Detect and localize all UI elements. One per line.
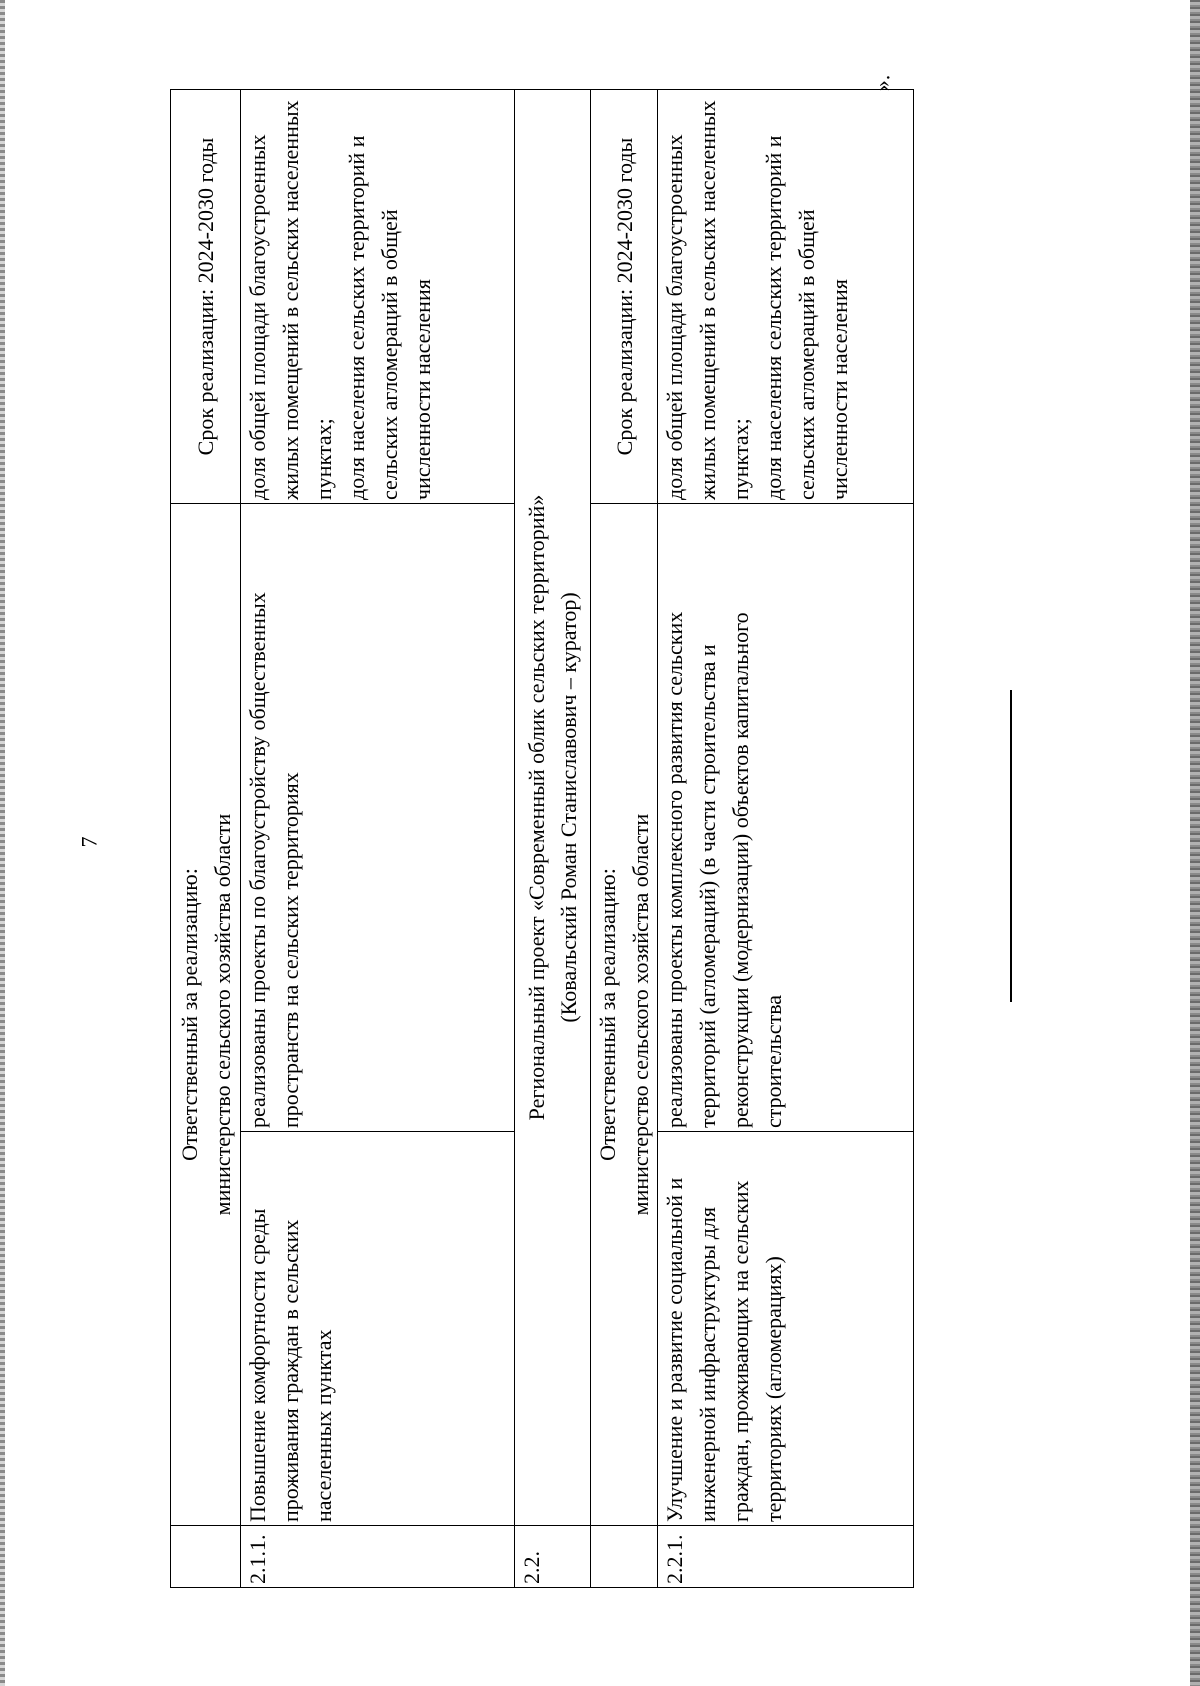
empty-number-cell xyxy=(171,1526,241,1588)
indicator-text: доля общей площади благоустроенных жилых помещений в сельских населенных пунктах; доля населения сельских территорий и сельских агломераций в общей численности населения xyxy=(245,100,435,500)
indicator-cell xyxy=(241,90,515,504)
closing-quote: ». xyxy=(869,74,895,92)
task-text: Улучшение и развитие социальной и инженерной инфраструктуры для граждан, проживающих на сельских территориях (агломерациях) xyxy=(662,1177,786,1522)
effect-text: реализованы проекты комплексного развития сельских территорий (агломераций) (в части строительства и реконструкции (модернизации) объектов капитального строительства xyxy=(662,611,786,1128)
item-number: 2.2.1. xyxy=(662,1534,687,1584)
item-number-cell xyxy=(241,1526,515,1588)
responsible-header-cell xyxy=(591,504,658,1526)
project-title: Региональный проект «Современный облик сельских территорий» (Ковальский Роман Станиславович – куратор) xyxy=(523,494,581,1121)
task-cell xyxy=(241,1132,515,1526)
table-row xyxy=(658,90,914,1588)
item-number-cell xyxy=(658,1526,914,1588)
scan-edge-left xyxy=(0,0,5,1686)
deadline-header-cell xyxy=(591,90,658,504)
effect-cell xyxy=(658,504,914,1132)
project-number: 2.2. xyxy=(519,1551,544,1584)
item-number: 2.1.1. xyxy=(245,1534,270,1584)
responsible-header-cell xyxy=(171,504,241,1526)
deadline-header: Срок реализации: 2024-2030 годы xyxy=(193,137,218,456)
deadline-header: Срок реализации: 2024-2030 годы xyxy=(611,137,637,456)
task-cell xyxy=(658,1132,914,1526)
indicator-text: доля общей площади благоустроенных жилых помещений в сельских населенных пунктах; доля населения сельских территорий и сельских агломераций в общей численности населения xyxy=(662,100,852,500)
table-row xyxy=(171,90,241,1588)
project-title-cell xyxy=(515,90,591,1526)
table-row xyxy=(241,90,515,1588)
scan-edge-right xyxy=(1190,0,1200,1686)
responsible-header: Ответственный за реализацию: министерство сельского хозяйства области xyxy=(595,813,653,1216)
responsible-header: Ответственный за реализацию: министерство сельского хозяйства области xyxy=(176,813,235,1216)
program-table xyxy=(170,89,914,1588)
table-row xyxy=(515,90,591,1588)
end-line-divider xyxy=(1010,690,1012,1002)
indicator-cell xyxy=(658,90,914,504)
document-table-container xyxy=(170,90,884,1588)
effect-text: реализованы проекты по благоустройству общественных пространств на сельских территориях xyxy=(245,592,303,1128)
empty-number-cell xyxy=(591,1526,658,1588)
deadline-header-cell xyxy=(171,90,241,504)
task-text: Повышение комфортности среды проживания граждан в сельских населенных пунктах xyxy=(245,1208,336,1522)
table-row xyxy=(591,90,658,1588)
effect-cell xyxy=(241,504,515,1132)
page-number: 7 xyxy=(76,836,102,848)
project-number-cell xyxy=(515,1526,591,1588)
table-rotation-wrapper xyxy=(170,90,884,1588)
